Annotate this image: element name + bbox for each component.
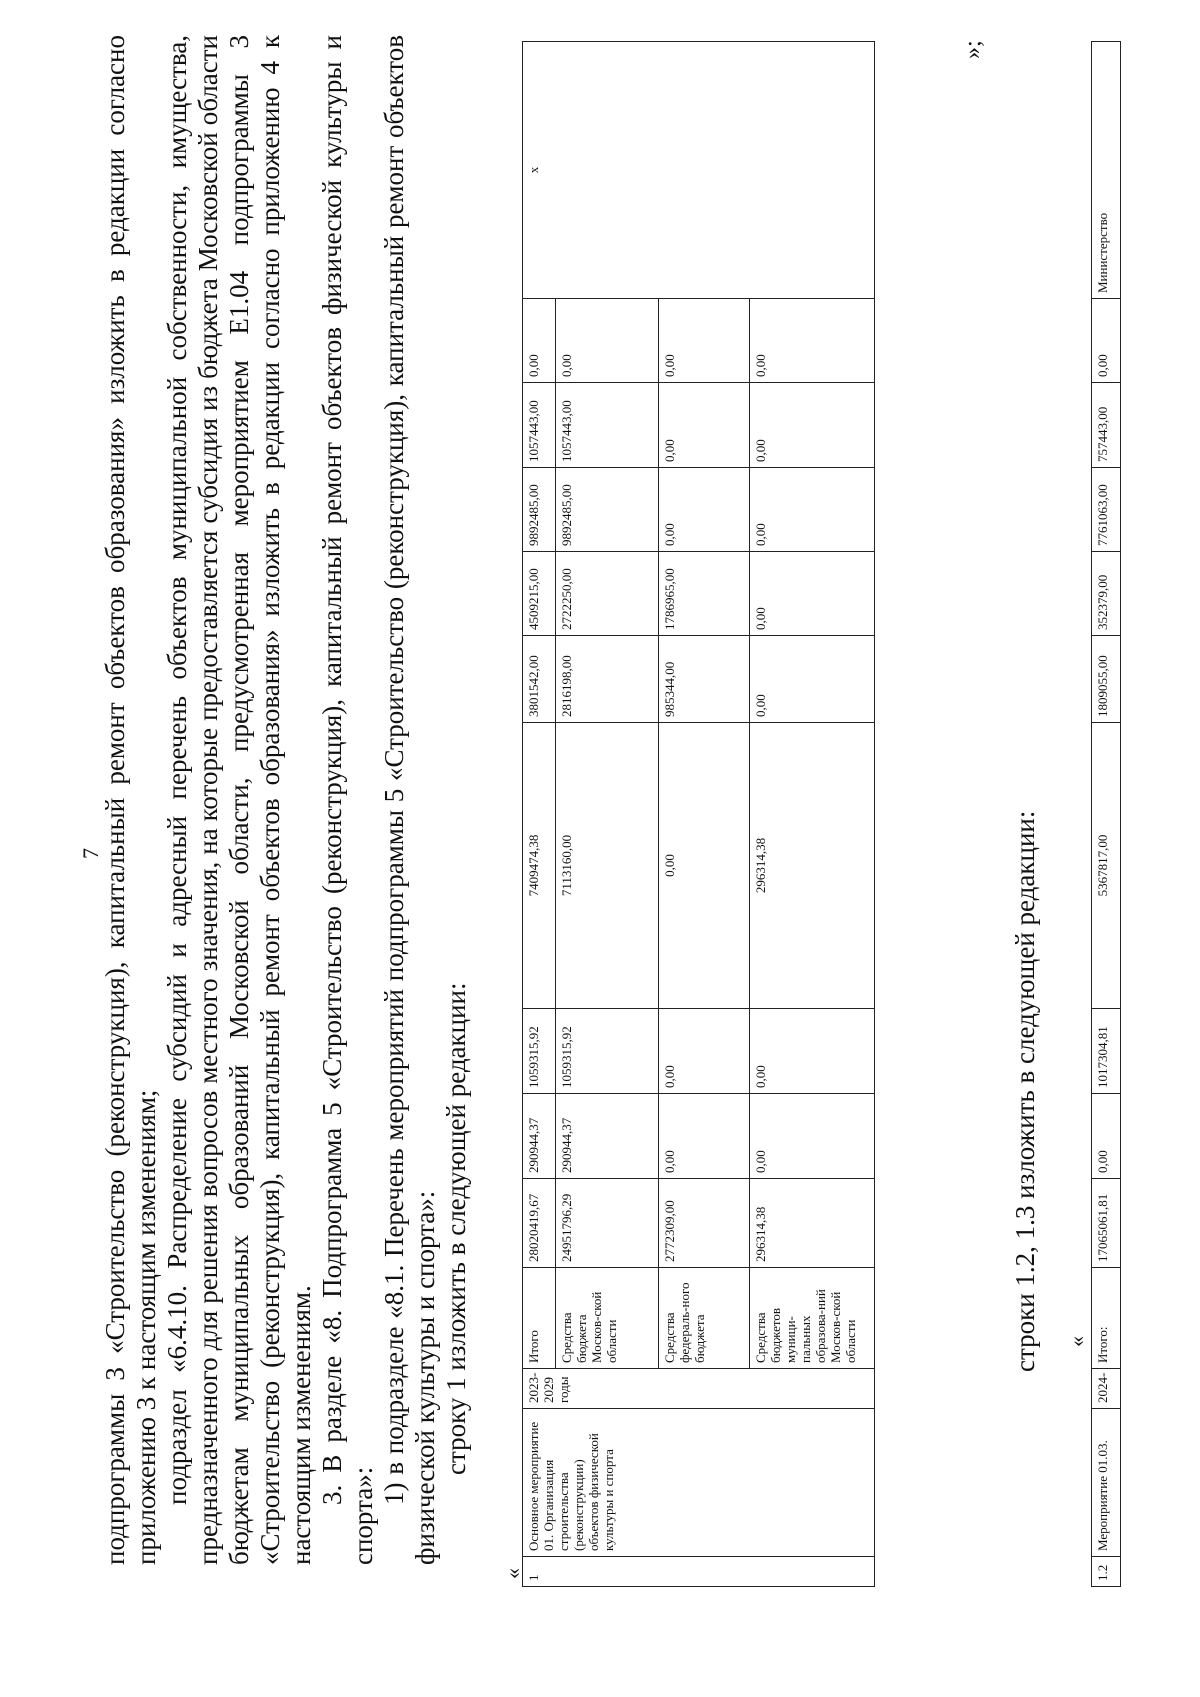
value-cell: 24951796,29: [556, 1179, 659, 1268]
row-number: 1.2: [1092, 1557, 1121, 1587]
value-cell: 0,00: [750, 1094, 875, 1179]
value-cell: 0,00: [750, 552, 875, 636]
measure-name: Мероприятие 01.03.: [1092, 1409, 1121, 1557]
value-cell: 352379,00: [1092, 552, 1121, 636]
funding-source: Итого: [523, 1268, 556, 1369]
value-cell: 290944,37: [523, 1094, 556, 1179]
value-cell: 0,00: [659, 723, 750, 1009]
value-cell: 757443,00: [1092, 383, 1121, 468]
funding-source: Средства бюджетов муници-пальных образова-ний Москов-ской области: [750, 1268, 875, 1369]
value-cell: 3801542,00: [523, 636, 556, 723]
funding-source: Итого:: [1092, 1268, 1121, 1369]
value-cell: 985344,00: [659, 636, 750, 723]
value-cell: 290944,37: [556, 1094, 659, 1179]
value-cell: 1057443,00: [556, 383, 659, 468]
close-quote: »;: [960, 40, 986, 59]
value-cell: 9892485,00: [556, 468, 659, 552]
responsible-cell: х: [523, 42, 875, 299]
value-cell: 0,00: [659, 1094, 750, 1179]
open-quote: «: [500, 1568, 525, 1579]
paragraph: подраздел «6.4.10. Распределение субсидий и адресный перечень объектов муниципальной собственности, имущества, предназначенного для решения вопросов местного значения, на которые предоставляется субсидия из бюджета Московской области бюджетам муниципальных образований Московской области, предусмотренная мероприятием Е1.04 подпрограммы 3 «Строительство (реконструкция), капитальный ремонт объектов образования» изложить в редакции согласно приложению 4 к настоящим изменениям.: [162, 35, 316, 1565]
value-cell: 0,00: [750, 299, 875, 383]
paragraph: строку 1 изложить в следующей редакции:: [441, 982, 471, 1475]
period: 2024-: [1092, 1369, 1121, 1409]
value-cell: 7761063,00: [1092, 468, 1121, 552]
body-text: [100, 35, 472, 1565]
page-number: 7: [78, 848, 103, 859]
table-row: [523, 42, 556, 1587]
value-cell: 7409474,38: [523, 723, 556, 1009]
value-cell: 2772309,00: [659, 1179, 750, 1268]
value-cell: 2816198,00: [556, 636, 659, 723]
value-cell: 1786965,00: [659, 552, 750, 636]
measures-table-row-1-2: [1091, 41, 1121, 1587]
value-cell: 4509215,00: [523, 552, 556, 636]
value-cell: 0,00: [659, 299, 750, 383]
value-cell: 1059315,92: [556, 1009, 659, 1094]
value-cell: 0,00: [659, 383, 750, 468]
measures-table-row-1: [522, 41, 875, 1587]
paragraph: подпрограммы 3 «Строительство (реконструкция), капитальный ремонт объектов образования» изложить в редакции согласно приложению 3 к настоящим изменениям;: [100, 35, 161, 1565]
row-number: 1: [523, 1557, 875, 1587]
value-cell: 0,00: [1092, 299, 1121, 383]
value-cell: 2722250,00: [556, 552, 659, 636]
value-cell: 1017304,81: [1092, 1009, 1121, 1094]
period: 2023-2029 годы: [523, 1369, 875, 1409]
value-cell: 0,00: [750, 1009, 875, 1094]
value-cell: 1059315,92: [523, 1009, 556, 1094]
value-cell: 9892485,00: [523, 468, 556, 552]
paragraph: строки 1.2, 1.3 изложить в следующей редакции:: [1010, 810, 1040, 1372]
value-cell: 0,00: [750, 468, 875, 552]
responsible-cell: Министерство: [1092, 42, 1121, 299]
measure-name: Основное мероприятие 01. Организация строительства (реконструкции) объектов физической культуры и спорта: [523, 1409, 875, 1557]
value-cell: 0,00: [750, 636, 875, 723]
value-cell: 0,00: [523, 299, 556, 383]
value-cell: 296314,38: [750, 1179, 875, 1268]
value-cell: 1809055,00: [1092, 636, 1121, 723]
value-cell: 0,00: [750, 383, 875, 468]
open-quote: «: [1064, 1336, 1089, 1347]
paragraph: 3. В разделе «8. Подпрограмма 5 «Строительство (реконструкция), капитальный ремонт объектов физической культуры и спорта»:: [317, 35, 378, 1565]
value-cell: 1057443,00: [523, 383, 556, 468]
value-cell: 0,00: [659, 1009, 750, 1094]
paragraph: 1) в подразделе «8.1. Перечень мероприятий подпрограммы 5 «Строительство (реконструкция), капитальный ремонт объектов физической культуры и спорта»:: [379, 35, 440, 1565]
table-row: [1092, 42, 1121, 1587]
value-cell: 28020419,67: [523, 1179, 556, 1268]
funding-source: Средства бюджета Москов-ской области: [556, 1268, 659, 1369]
value-cell: 0,00: [556, 299, 659, 383]
value-cell: 7113160,00: [556, 723, 659, 1009]
value-cell: 0,00: [1092, 1094, 1121, 1179]
funding-source: Средства федераль-ного бюджета: [659, 1268, 750, 1369]
value-cell: 5367817,00: [1092, 723, 1121, 1009]
value-cell: 17065061,81: [1092, 1179, 1121, 1268]
value-cell: 0,00: [659, 468, 750, 552]
value-cell: 296314,38: [750, 723, 875, 1009]
